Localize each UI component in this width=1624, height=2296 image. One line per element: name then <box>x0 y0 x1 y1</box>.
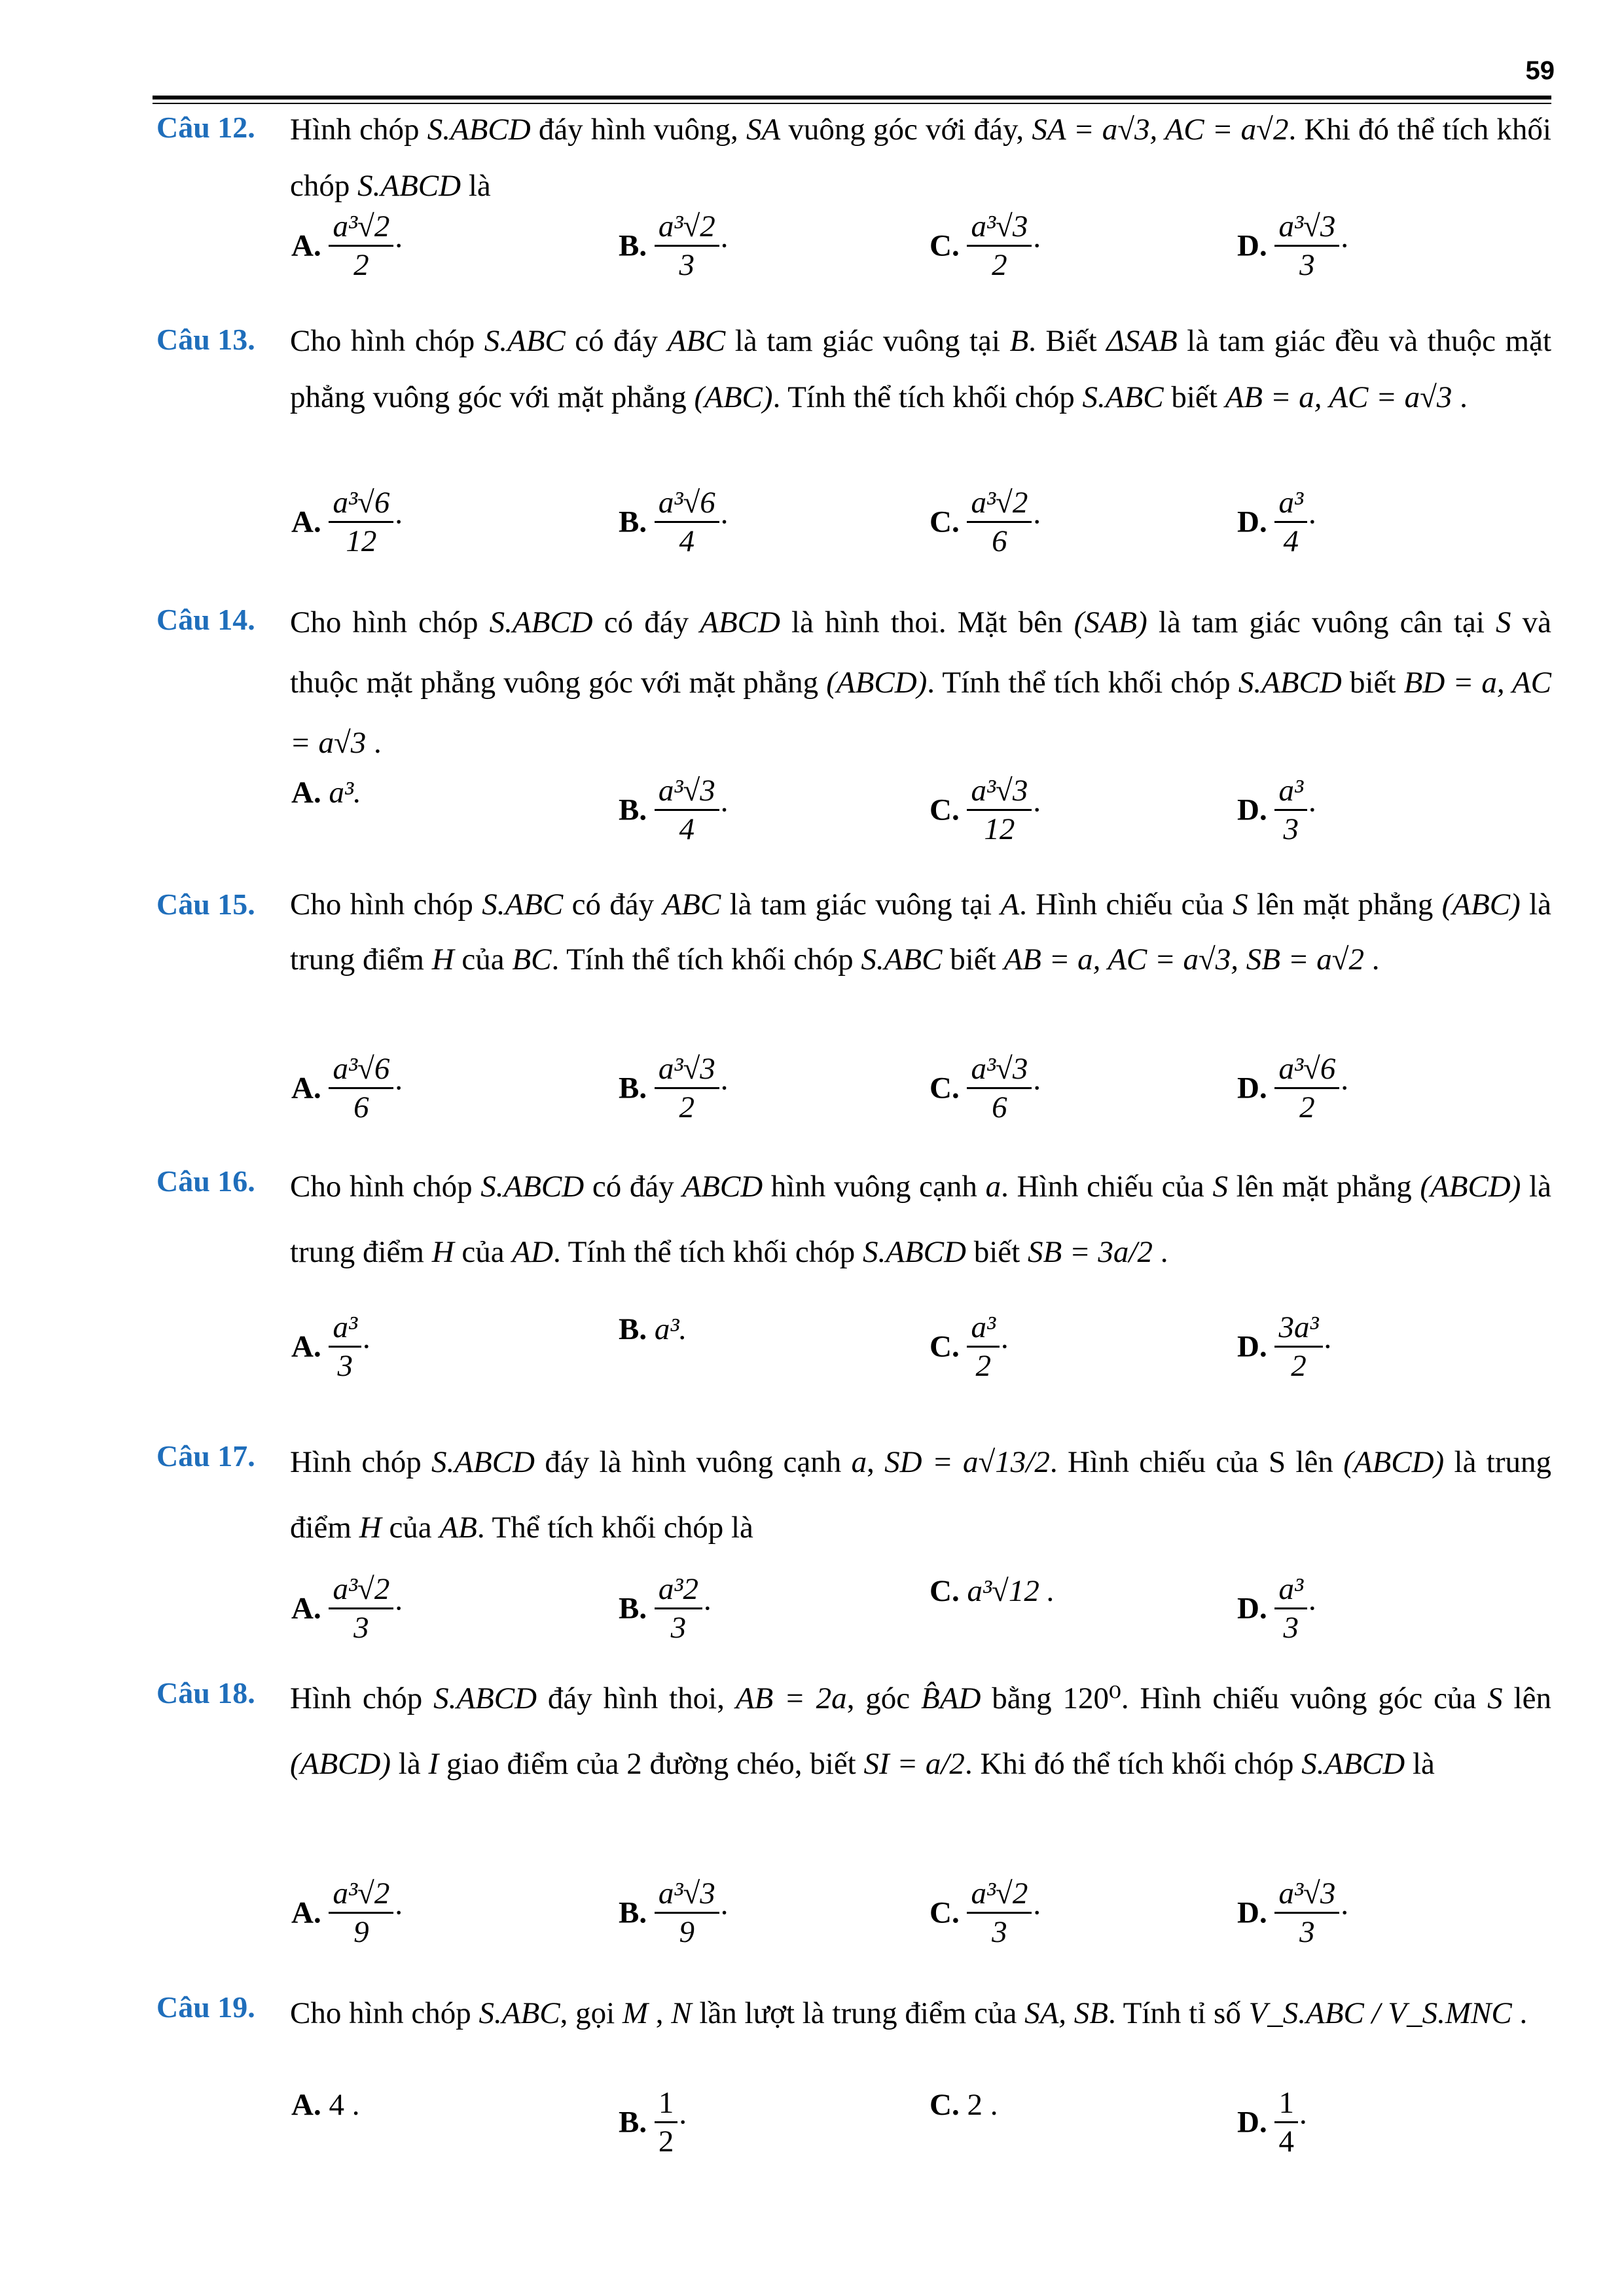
option-a[interactable]: A. a³. <box>291 776 361 810</box>
question-label: Câu 18. <box>156 1676 255 1710</box>
question-label: Câu 13. <box>156 323 255 356</box>
question-label: Câu 12. <box>156 111 255 144</box>
question-stem: Cho hình chóp S.ABCD có đáy ABCD hình vuông cạnh a. Hình chiếu của S lên mặt phẳng (ABCD) là trung điểm H của AD. Tính thể tích khối chóp S.ABCD biết SB = 3a/2 . <box>290 1170 1551 1269</box>
option-c[interactable]: C. $\frac{\text{a³√2}}{3}$ · <box>929 1876 1042 1949</box>
option-c[interactable]: C. $\frac{\text{a³√2}}{6}$ · <box>929 486 1042 558</box>
question-label: Câu 16. <box>156 1164 255 1198</box>
option-c[interactable]: C. $\frac{\text{a³√3}}{6}$ · <box>929 1052 1042 1124</box>
question-label: Câu 15. <box>156 888 255 921</box>
option-b[interactable]: B. $\frac{\text{a³2}}{3}$ · <box>619 1572 713 1645</box>
option-a[interactable]: A. $\frac{\text{a³√6}}{6}$ · <box>291 1052 404 1124</box>
option-b[interactable]: B. a³. <box>619 1312 687 1347</box>
option-a[interactable]: A. $\frac{\text{a³√2}}{9}$ · <box>291 1876 404 1949</box>
option-d[interactable]: D. $\frac{\text{a³√3}}{3}$ · <box>1237 209 1350 282</box>
question-stem: Cho hình chóp S.ABC có đáy ABC là tam giác vuông tại B. Biết ΔSAB là tam giác đều và thuộc mặt phẳng vuông góc với mặt phẳng (ABC). Tính thể tích khối chóp S.ABC biết AB = a, AC = a√3 . <box>290 324 1552 414</box>
option-b[interactable]: B. $\frac{\text{a³√3}}{2}$ · <box>619 1052 730 1124</box>
option-b[interactable]: B. $\frac{\text{a³√2}}{3}$ · <box>619 209 730 282</box>
question-label: Câu 17. <box>156 1439 255 1473</box>
option-b[interactable]: B. $\frac{\text{a³√6}}{4}$ · <box>619 486 730 558</box>
option-c[interactable]: C. $\frac{\text{a³√3}}{12}$ · <box>929 774 1042 846</box>
option-c[interactable]: C. $\frac{\text{a³}}{2}$ · <box>929 1310 1010 1383</box>
question-stem: Cho hình chóp S.ABC có đáy ABC là tam giác vuông tại A. Hình chiếu của S lên mặt phẳng (ABC) là trung điểm H của BC. Tính thể tích khối chóp S.ABC biết AB = a, AC = a√3, SB = a√2 . <box>290 888 1551 977</box>
option-d[interactable]: D. $\frac{\text{a³√3}}{3}$ · <box>1237 1876 1350 1949</box>
option-a[interactable]: A. 4 . <box>291 2088 360 2123</box>
option-a[interactable]: A. $\frac{\text{a³√2}}{2}$ · <box>291 209 404 282</box>
option-a[interactable]: A. $\frac{\text{a³√6}}{12}$ · <box>291 486 404 558</box>
question-stem: Cho hình chóp S.ABCD có đáy ABCD là hình thoi. Mặt bên (SAB) là tam giác vuông cân tại S và thuộc mặt phẳng vuông góc với mặt phẳng (ABCD). Tính thể tích khối chóp S.ABCD biết BD = a, AC = a√3 . <box>290 605 1552 760</box>
option-d[interactable]: D. $\frac{\text{a³√6}}{2}$ · <box>1237 1052 1350 1124</box>
question-stem: Hình chóp S.ABCD đáy hình vuông, SA vuông góc với đáy, SA = a√3, AC = a√2. Khi đó thể tích khối chóp S.ABCD là <box>290 113 1551 203</box>
question-label: Câu 19. <box>156 1990 255 2024</box>
option-c[interactable]: C. $\frac{\text{a³√3}}{2}$ · <box>929 209 1042 282</box>
option-b[interactable]: B. $\frac{\text{a³√3}}{9}$ · <box>619 1876 730 1949</box>
header-rule <box>153 96 1551 99</box>
option-c[interactable]: C. a³√12 . <box>929 1574 1055 1609</box>
question-stem: Hình chóp S.ABCD đáy hình thoi, AB = 2a, góc B̂AD bằng 120⁰. Hình chiếu vuông góc của S lên (ABCD) là I giao điểm của 2 đường chéo, biết SI = a/2. Khi đó thể tích khối chóp S.ABCD là <box>290 1681 1551 1781</box>
option-d[interactable]: D. $\frac{\text{3a³}}{2}$ · <box>1237 1310 1333 1383</box>
option-d[interactable]: D. $\frac{1}{4}$ · <box>1237 2086 1308 2159</box>
page-number: 59 <box>1525 56 1555 85</box>
option-a[interactable]: A. $\frac{\text{a³√2}}{3}$ · <box>291 1572 404 1645</box>
option-b[interactable]: B. $\frac{1}{2}$ · <box>619 2086 689 2159</box>
question-label: Câu 14. <box>156 603 255 636</box>
option-d[interactable]: D. $\frac{\text{a³}}{3}$ · <box>1237 774 1318 846</box>
question-stem: Hình chóp S.ABCD đáy là hình vuông cạnh a, SD = a√13/2. Hình chiếu của S lên (ABCD) là trung điểm H của AB. Thể tích khối chóp là <box>290 1445 1552 1545</box>
option-a[interactable]: A. $\frac{\text{a³}}{3}$ · <box>291 1310 372 1383</box>
option-c[interactable]: C. 2 . <box>929 2088 998 2123</box>
option-b[interactable]: B. $\frac{\text{a³√3}}{4}$ · <box>619 774 730 846</box>
question-stem: Cho hình chóp S.ABC, gọi M , N lần lượt là trung điểm của SA, SB. Tính tỉ số V_S.ABC / V_S.MNC . <box>290 1996 1528 2030</box>
option-d[interactable]: D. $\frac{\text{a³}}{4}$ · <box>1237 486 1318 558</box>
option-d[interactable]: D. $\frac{\text{a³}}{3}$ · <box>1237 1572 1318 1645</box>
